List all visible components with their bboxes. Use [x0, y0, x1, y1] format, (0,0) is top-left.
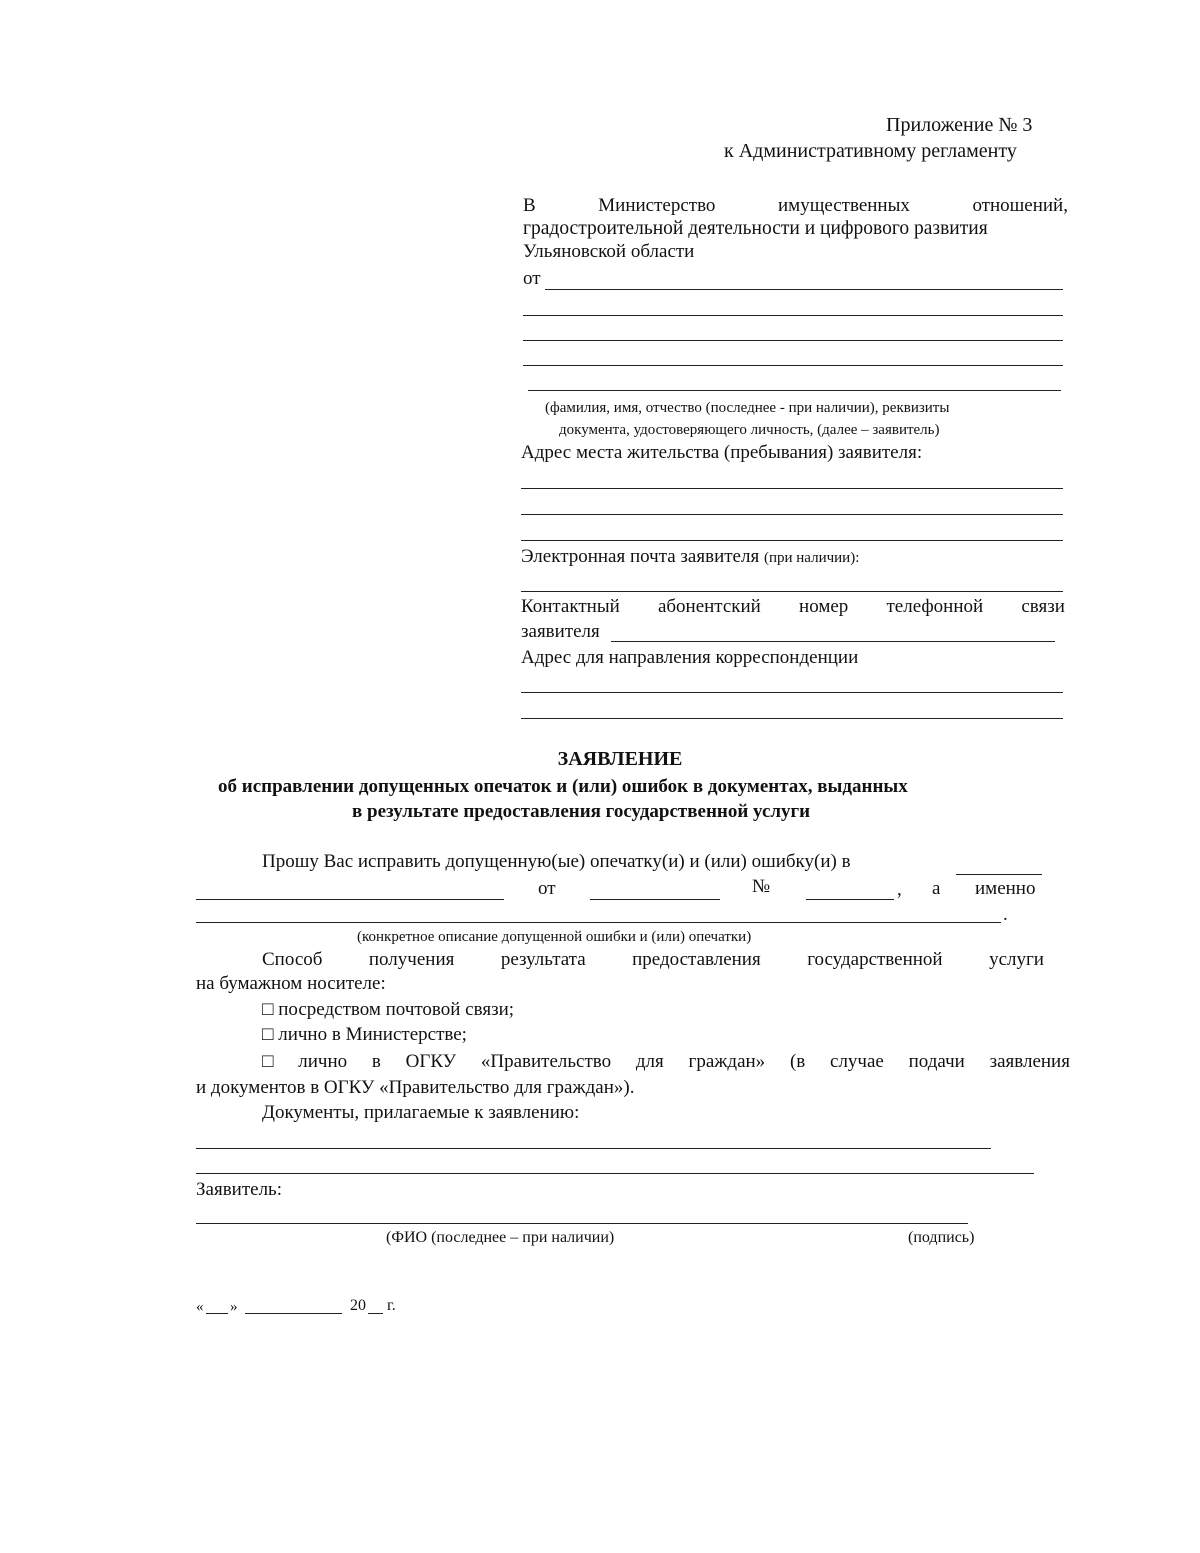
from-field-line[interactable] [545, 289, 1063, 290]
residence-field-line[interactable] [521, 540, 1063, 541]
document-subtitle-2: в результате предоставления государственной услуги [352, 801, 811, 822]
option-word: подачи [908, 1051, 965, 1072]
option-ministry[interactable]: □ лично в Министерстве; [262, 1024, 467, 1045]
email-label [521, 546, 859, 568]
from-label: от [523, 268, 541, 289]
applicant-field-line[interactable] [523, 365, 1063, 366]
option-word: граждан» [688, 1051, 766, 1072]
document-date-field[interactable] [590, 899, 720, 900]
document-title: ЗАЯВЛЕНИЕ [557, 748, 683, 770]
appendix-number: Приложение № 3 [886, 114, 1033, 136]
date-year-suffix: г. [387, 1297, 396, 1314]
option-mfc-line-2: и документов в ОГКУ «Правительство для граждан»). [196, 1077, 635, 1098]
option-word: (в [789, 1051, 806, 1072]
method-word: Способ [262, 949, 323, 970]
applicant-field-line[interactable] [523, 315, 1063, 316]
document-name-field[interactable] [956, 874, 1042, 875]
mail-address-label: Адрес для направления корреспонденции [521, 647, 859, 668]
document-name-field-cont[interactable] [196, 899, 504, 900]
phone-word: абонентский [657, 596, 761, 617]
option-word: «Правительство [480, 1051, 612, 1072]
option-post[interactable]: □ посредством почтовой связи; [262, 999, 515, 1020]
number-sign: № [752, 876, 771, 897]
method-line-1 [262, 949, 1044, 971]
addressee-line-1 [523, 195, 1068, 217]
addressee-line-2: градостроительной деятельности и цифрового развития [523, 218, 988, 239]
addressee-line-3: Ульяновской области [523, 241, 695, 262]
phone-word: связи [1021, 596, 1065, 617]
residence-field-line[interactable] [521, 514, 1063, 515]
signature-field-line[interactable] [196, 1223, 968, 1224]
mail-address-field-line[interactable] [521, 692, 1063, 693]
phone-field-line[interactable] [611, 641, 1055, 642]
applicant-field-line[interactable] [523, 340, 1063, 341]
date-close-quote: » [230, 1299, 238, 1315]
date-day-field[interactable] [206, 1313, 228, 1314]
attachments-label: Документы, прилагаемые к заявлению: [262, 1102, 580, 1123]
option-word: ОГКУ [405, 1051, 457, 1072]
method-line-2: на бумажном носителе: [196, 973, 386, 994]
option-word: для [635, 1051, 664, 1072]
attachments-field-line[interactable] [196, 1173, 1034, 1174]
date-month-field[interactable] [245, 1313, 342, 1314]
residence-field-line[interactable] [521, 488, 1063, 489]
addressee-word: Министерство [598, 195, 716, 216]
residence-label: Адрес места жительства (пребывания) заявителя: [521, 442, 923, 463]
error-description-field[interactable] [196, 922, 1001, 923]
request-text: Прошу Вас исправить допущенную(ые) опечатку(и) и (или) ошибку(и) в [262, 851, 851, 872]
email-note: (при наличии): [763, 550, 860, 566]
method-word: услуги [989, 949, 1044, 970]
phone-word: телефонной [886, 596, 984, 617]
phone-label-line-1 [521, 596, 1065, 618]
appendix-regulation: к Административному регламенту [724, 140, 1017, 162]
fio-caption: (ФИО (последнее – при наличии) [386, 1229, 615, 1246]
period: . [1003, 904, 1008, 925]
checkbox-icon[interactable]: □ [262, 1051, 274, 1072]
option-word: в [371, 1051, 381, 1072]
mail-address-field-line[interactable] [521, 718, 1063, 719]
addressee-word: отношений, [972, 195, 1068, 216]
applicant-caption-2: документа, удостоверяющего личность, (далее – заявитель) [559, 422, 940, 438]
namely-word: именно [975, 878, 1036, 899]
document-number-field[interactable] [806, 899, 894, 900]
option-word: заявления [989, 1051, 1070, 1072]
phone-word: Контактный [521, 596, 620, 617]
applicant-caption-1: (фамилия, имя, отчество (последнее - при наличии), реквизиты [545, 400, 950, 416]
email-field-line[interactable] [521, 591, 1063, 592]
signature-caption: (подпись) [908, 1229, 975, 1246]
date-open-quote: « [196, 1299, 204, 1315]
from-word: от [538, 878, 556, 899]
phone-label-line-2: заявителя [521, 621, 600, 642]
document-subtitle-1: об исправлении допущенных опечаток и (или) ошибок в документах, выданных [218, 776, 908, 797]
applicant-label: Заявитель: [196, 1179, 282, 1200]
email-label-text: Электронная почта заявителя [521, 546, 760, 567]
error-caption: (конкретное описание допущенной ошибки и (или) опечатки) [357, 929, 752, 945]
addressee-word: В [523, 195, 536, 216]
option-word: случае [830, 1051, 884, 1072]
a-word: а [932, 878, 941, 899]
method-word: получения [368, 949, 455, 970]
addressee-word: имущественных [778, 195, 910, 216]
comma: , [897, 879, 902, 900]
date-year-field[interactable] [368, 1313, 383, 1314]
method-word: государственной [807, 949, 943, 970]
method-word: результата [500, 949, 586, 970]
attachments-field-line[interactable] [196, 1148, 991, 1149]
phone-word: номер [799, 596, 849, 617]
applicant-field-line[interactable] [528, 390, 1061, 391]
option-mfc-line-1[interactable] [262, 1051, 1070, 1073]
method-word: предоставления [632, 949, 761, 970]
option-word: лично [298, 1051, 348, 1072]
date-year-prefix: 20 [350, 1297, 366, 1314]
